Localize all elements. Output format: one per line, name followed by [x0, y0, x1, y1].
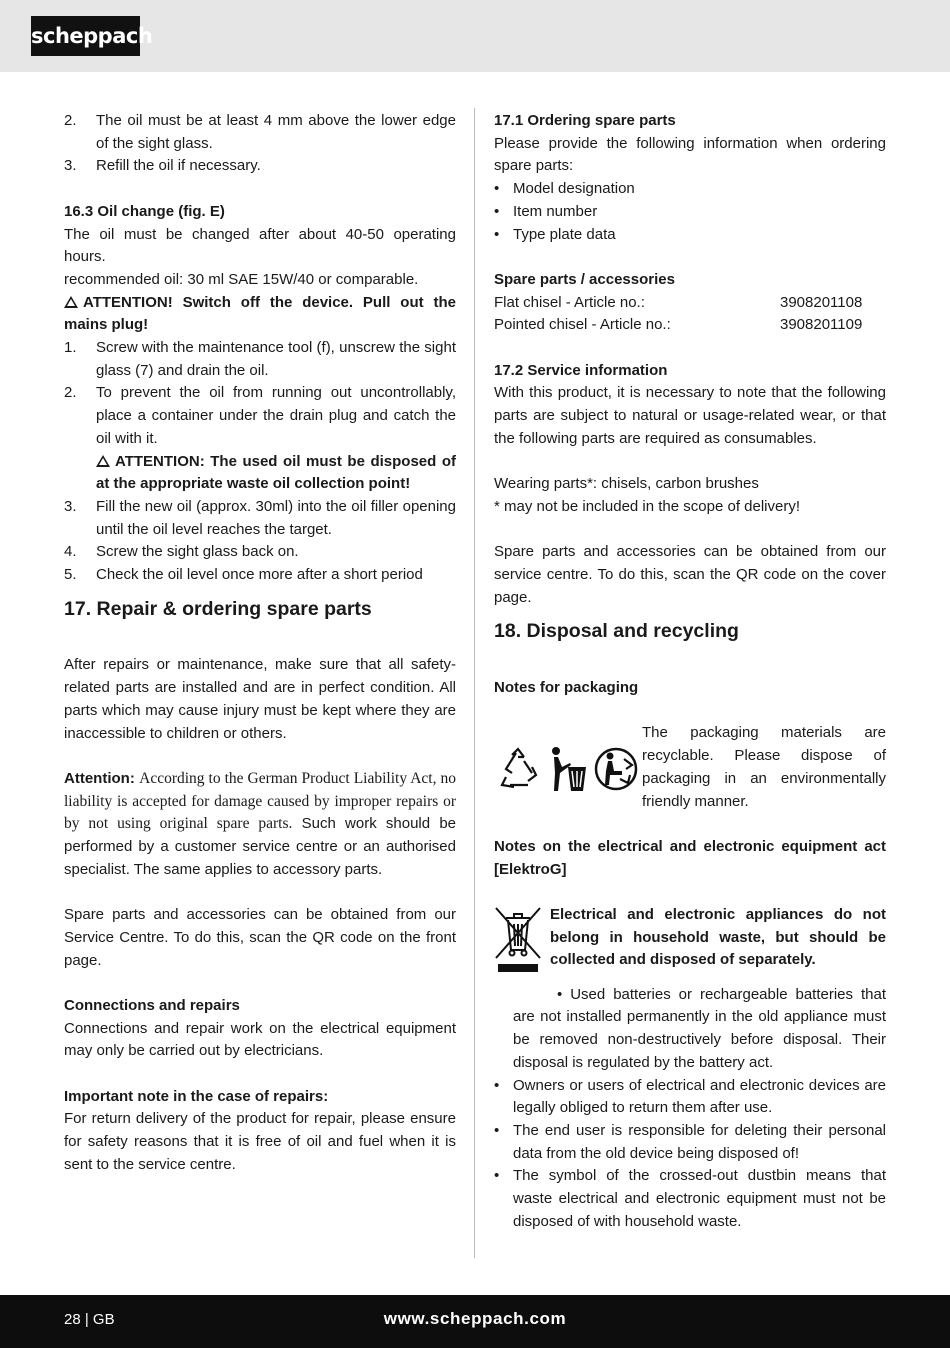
- important-note-heading: Important note in the case of repairs:: [64, 1087, 329, 1105]
- list-item: • Model designation: [494, 180, 635, 198]
- website-link[interactable]: www.scheppach.com: [383, 1309, 567, 1328]
- elektrog-heading: Notes on the electrical and electronic equipment act [ElektroG]: [494, 837, 886, 878]
- footer-bar: [0, 1295, 950, 1348]
- paragraph: Please provide the following information when ordering spare parts:: [494, 134, 886, 175]
- weee-note: [494, 904, 886, 984]
- table-row: Flat chisel - Article no.: 3908201108: [494, 293, 863, 311]
- attention-switch-off: ATTENTION! Switch off the device. Pull out the mains plug!: [64, 293, 456, 334]
- crossed-out-bin-icon: [494, 904, 542, 976]
- list-item: • Item number: [494, 202, 598, 220]
- packaging-note: [494, 722, 886, 813]
- page-number: 28 | GB: [64, 1311, 115, 1328]
- paragraph: Connections and repair work on the electrical equipment may only be carried out by electricians.: [64, 1019, 456, 1060]
- tidyman-bin-icon: [546, 745, 588, 793]
- paragraph: The oil must be changed after about 40-50 operating hours.: [64, 225, 456, 266]
- paragraph: For return delivery of the product for repair, please ensure for safety reasons that it is free of oil and fuel when it is sent to the service centre.: [64, 1110, 456, 1173]
- table-row: Pointed chisel - Article no.: 3908201109: [494, 316, 863, 334]
- left-column: [64, 110, 456, 1177]
- column-divider: [474, 108, 475, 1258]
- weee-bold-text: Electrical and electronic appliances do not belong in household waste, but should be collected and disposed of separately.: [550, 906, 886, 969]
- paragraph: With this product, it is necessary to note that the following parts are subject to natural or usage-related wear, or that the following parts are required as consumables.: [494, 384, 886, 447]
- section-17-heading: 17. Repair & ordering spare parts: [64, 597, 372, 620]
- service-heading: 17.2 Service information: [494, 361, 668, 379]
- recycle-icon: [494, 745, 542, 793]
- attention-used-oil: ATTENTION: The used oil must be disposed of at the appropriate waste oil collection point!: [96, 452, 456, 493]
- paragraph: After repairs or maintenance, make sure that all safety-related parts are installed and are in perfect condition. All parts which may cause injury must be kept where they are inaccessible to children or others.: [64, 656, 456, 742]
- disposal-recycle-icon: [592, 745, 640, 793]
- list-item: 3. Refill the oil if necessary.: [64, 157, 261, 175]
- list-item: 4. Screw the sight glass back on.: [64, 543, 299, 561]
- connections-heading: Connections and repairs: [64, 996, 240, 1014]
- packaging-text: The packaging materials are recyclable. Please dispose of packaging in an environmentally friendly manner.: [642, 724, 886, 810]
- ordering-heading: 17.1 Ordering spare parts: [494, 112, 676, 129]
- list-item: 3. Fill the new oil (approx. 30ml) into the oil filler opening until the oil level reaches the target.: [64, 497, 456, 538]
- scheppach-logo: scheppach: [31, 16, 140, 56]
- header-bar: [0, 0, 950, 72]
- paragraph: Spare parts and accessories can be obtained from our service centre. To do this, scan the QR code on the cover page.: [494, 543, 886, 606]
- attention-liability-paragraph: Attention: According to the German Product Liability Act, no liability is accepted for damage caused by improper repairs or by not using original spare parts. Such work should be performed by a customer service centre or an authorised specialist. The same applies to accessory parts.: [64, 769, 456, 878]
- paragraph: Spare parts and accessories can be obtained from our Service Centre. To do this, scan the QR code on the front page.: [64, 906, 456, 969]
- list-item: • The end user is responsible for deleting their personal data from the old device being disposed of!: [494, 1122, 886, 1162]
- list-item: • Type plate data: [494, 225, 616, 243]
- list-item: • The symbol of the crossed-out dustbin means that waste electrical and electronic equipment must not be disposed of with household waste.: [494, 1167, 886, 1230]
- paragraph: recommended oil: 30 ml SAE 15W/40 or comparable.: [64, 270, 419, 288]
- paragraph: Wearing parts*: chisels, carbon brushes: [494, 475, 759, 493]
- accessories-heading: Spare parts / accessories: [494, 270, 675, 288]
- list-item: 1. Screw with the maintenance tool (f), unscrew the sight glass (7) and drain the oil.: [64, 339, 456, 379]
- right-column: [494, 110, 886, 1234]
- section-18-heading: 18. Disposal and recycling: [494, 620, 739, 643]
- packaging-heading: Notes for packaging: [494, 679, 639, 697]
- warning-triangle-icon: [64, 296, 78, 308]
- list-item: • Owners or users of electrical and electronic devices are legally obliged to return them after use.: [494, 1076, 886, 1117]
- list-item: • Used batteries or rechargeable batteries that are not installed permanently in the old appliance must be removed non-destructively before disposal. Their disposal is regulated by the battery act.: [513, 985, 886, 1071]
- list-item: 2. To prevent the oil from running out uncontrollably, place a container under the drain plug and catch the oil with it.: [64, 384, 456, 447]
- list-item: 2. The oil must be at least 4 mm above the lower edge of the sight glass.: [64, 112, 456, 152]
- oil-change-heading: 16.3 Oil change (fig. E): [64, 202, 225, 220]
- paragraph: * may not be included in the scope of delivery!: [494, 497, 801, 515]
- warning-triangle-icon: [96, 455, 110, 467]
- list-item: 5. Check the oil level once more after a short period: [64, 566, 423, 584]
